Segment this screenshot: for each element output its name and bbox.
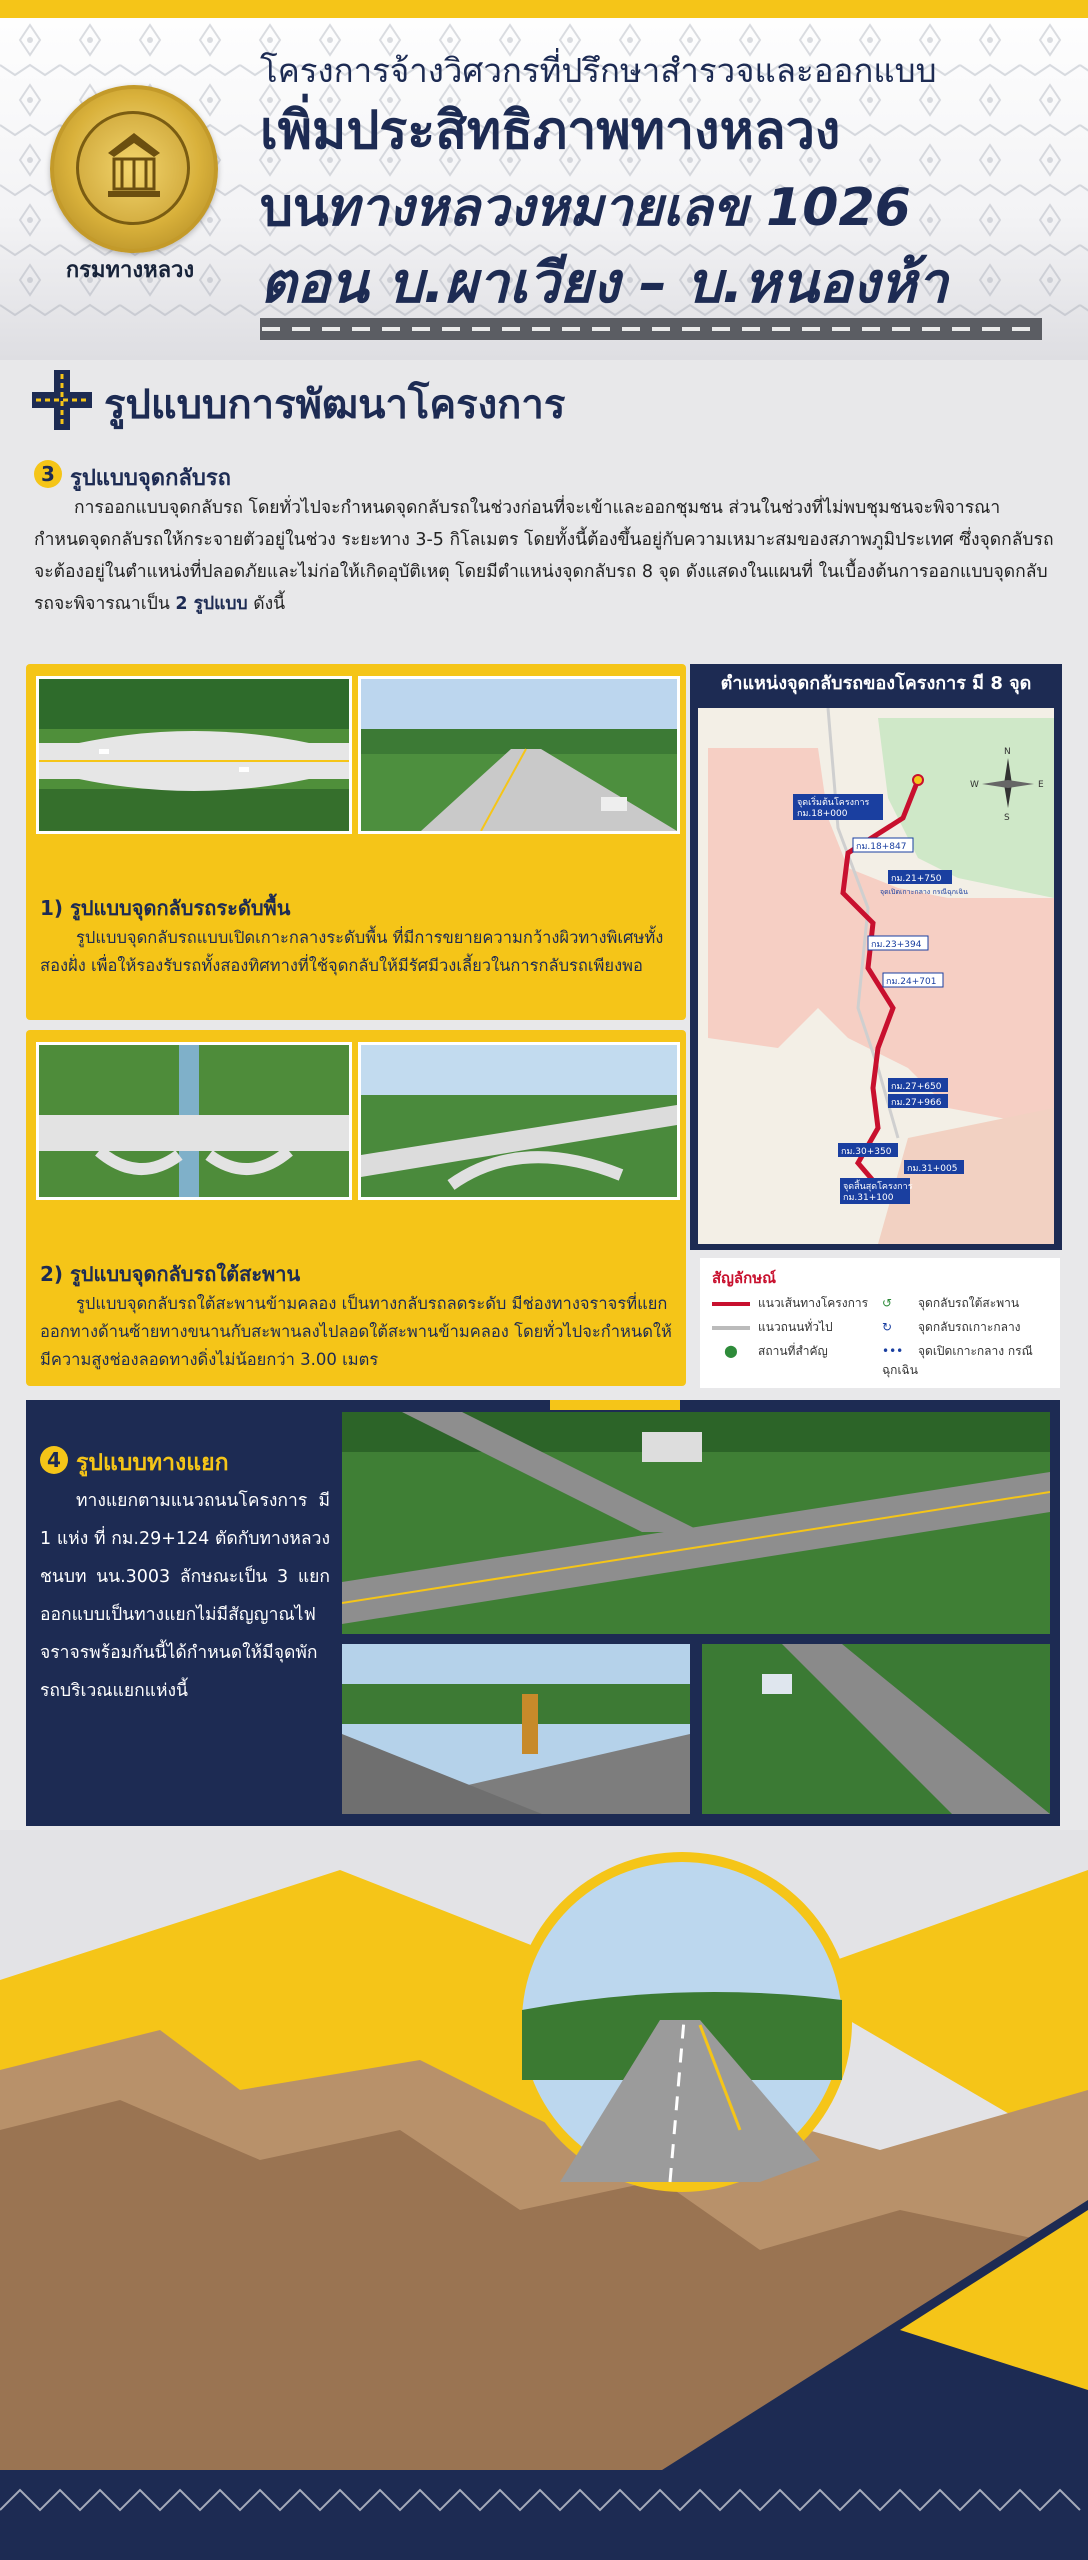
bottom-landscape-decoration: [0, 1830, 1088, 2560]
uturn-type2-aerial-photo: [36, 1042, 352, 1200]
map-end-km: กม.31+100: [843, 1193, 894, 1203]
map-legend: [700, 1258, 1060, 1388]
title-line-2: เพิ่มประสิทธิภาพทางหลวง: [260, 101, 841, 161]
uturn-type2-perspective-photo: [358, 1042, 680, 1200]
part3-paragraph: [34, 492, 1054, 620]
map-start-km: กม.18+000: [797, 809, 848, 819]
intersection-aerial-photo: [342, 1412, 1050, 1634]
legend-item-landmark: ⬤ สถานที่สำคัญ: [712, 1342, 828, 1361]
part3-body-end: ดังนี้: [253, 594, 286, 614]
uturn-green-icon: ↺: [882, 1296, 893, 1310]
map-marker-5: กม.27+650: [891, 1082, 942, 1092]
svg-text:E: E: [1038, 780, 1044, 790]
dotted-line-icon: •••: [882, 1344, 904, 1358]
legend-item-road: แนวถนนทั่วไป: [712, 1318, 833, 1337]
map-start-label: จุดเริ่มต้นโครงการ: [797, 798, 870, 808]
uturn-type1-perspective-photo: [358, 676, 680, 834]
map-marker-2-note: จุดเปิดเกาะกลาง กรณีฉุกเฉิน: [880, 888, 968, 896]
legend-item-emergency: ••• จุดเปิดเกาะกลาง กรณีฉุกเฉิน: [882, 1344, 1033, 1377]
uturn-type2-title: 2) รูปแบบจุดกลับรถใต้สะพาน: [40, 1262, 301, 1286]
intersection-roadside-photo: [702, 1644, 1050, 1814]
svg-text:S: S: [1004, 813, 1010, 823]
department-name: กรมทางหลวง: [65, 258, 195, 283]
rest-area-photo: [342, 1644, 690, 1814]
department-logo-seal: [50, 85, 218, 253]
map-marker-3: กม.23+394: [871, 940, 922, 950]
road-lane-markings: [262, 327, 1040, 331]
uturn-type1-title: 1) รูปแบบจุดกลับรถระดับพื้น: [40, 896, 291, 920]
section-title: รูปแบบการพัฒนาโครงการ: [104, 382, 566, 428]
map-marker-2: กม.21+750: [891, 874, 942, 884]
part4-description: ทางแยกตามแนวถนนโครงการ มี 1 แห่ง ที่ กม.29+124 ตัดกับทางหลวงชนบท นน.3003 ลักษณะเป็น 3 แยก ออกแบบเป็นทางแยกไม่มีสัญญาณไฟจราจรพร้อมกันนี้ได้กำหนดให้มีจุดพักรถบริเวณแยกแห่งนี้: [40, 1491, 330, 1701]
legend-item-route: แนวเส้นทางโครงการ: [712, 1294, 868, 1313]
uturn-type1-description: รูปแบบจุดกลับรถแบบเปิดเกาะกลางระดับพื้น ที่มีการขยายความกว้างผิวทางพิเศษทั้งสองฝั่ง เพื่อให้รองรับรถทั้งสองทิศทางที่ใช้จุดกลับให้มีรัศมีวงเลี้ยวในการกลับรถเพียงพอ: [40, 928, 664, 975]
map-marker-7: กม.30+350: [841, 1147, 892, 1157]
title-line-4-section: ตอน บ.ผาเวียง – บ.หนองห้า: [260, 251, 948, 316]
part3-number-badge: 3: [34, 460, 62, 488]
project-route-map: [698, 708, 1054, 1244]
map-title: ตำแหน่งจุดกลับรถของโครงการ มี 8 จุด: [720, 673, 1032, 694]
uturn-blue-icon: ↻: [882, 1320, 893, 1334]
uturn-type2-description: รูปแบบจุดกลับรถใต้สะพานข้ามคลอง เป็นทางกลับรถลดระดับ มีช่องทางจราจรที่แยกออกทางด้านซ้ายทางขนานกับสะพานลงไปลอดใต้สะพานข้ามคลอง โดยทั่วไปจะกำหนดให้มีความสูงช่องลอดทางดิ่งไม่น้อยกว่า 3.00 เมตร: [40, 1294, 672, 1369]
map-marker-8: กม.31+005: [907, 1164, 958, 1174]
title-line-1: โครงการจ้างวิศวกรที่ปรึกษาสำรวจและออกแบบ: [260, 51, 937, 90]
legend-item-underpass-uturn: ↺ จุดกลับรถใต้สะพาน: [882, 1296, 1020, 1310]
seal-emblem-icon: [102, 131, 166, 201]
part3-title: รูปแบบจุดกลับรถ: [70, 466, 231, 491]
svg-text:W: W: [970, 780, 979, 790]
map-marker-1: กม.18+847: [856, 842, 907, 852]
part3-body-text: การออกแบบจุดกลับรถ โดยทั่วไปจะกำหนดจุดกลับรถในช่วงก่อนที่จะเข้าและออกชุมชน ส่วนในช่วงที่ไม่พบชุมชนจะพิจารณากำหนดจุดกลับรถให้กระจายตัวอยู่ในช่วง ระยะทาง 3-5 กิโลเมตร โดยทั้งนี้ต้องขึ้นอยู่กับความเหมาะสมของสภาพภูมิประเทศ ซึ่งจุดกลับรถจะต้องอยู่ในตำแหน่งที่ปลอดภัยและไม่ก่อให้เกิดอุบัติเหตุ โดยมีตำแหน่งจุดกลับรถ 8 จุด ดังแสดงในแผนที่ ในเบื้องต้นการออกแบบจุดกลับรถจะพิจารณาเป็น: [34, 498, 1054, 614]
part4-title: รูปแบบทางแยก: [76, 1450, 229, 1476]
map-marker-6: กม.27+966: [891, 1098, 942, 1108]
map-end-label: จุดสิ้นสุดโครงการ: [843, 1182, 913, 1192]
title-line-3-highway: ทางหลวงหมายเลข 1026: [325, 178, 911, 238]
part4-number-badge: 4: [40, 1446, 68, 1474]
title-line-3-prefix: บน: [260, 178, 329, 238]
map-marker-4: กม.24+701: [886, 977, 937, 987]
legend-item-median-uturn: ↻ จุดกลับรถเกาะกลาง: [882, 1320, 1021, 1334]
legend-title: สัญลักษณ์: [712, 1269, 777, 1287]
uturn-type1-aerial-photo: [36, 676, 352, 834]
intersection-panel-accent: [550, 1400, 680, 1410]
road-cross-icon: [32, 370, 92, 430]
part3-body-emphasis: 2 รูปแบบ: [175, 594, 248, 614]
svg-text:N: N: [1004, 747, 1011, 757]
landmark-pin-icon: ⬤: [724, 1344, 738, 1358]
top-yellow-stripe: [0, 0, 1088, 18]
